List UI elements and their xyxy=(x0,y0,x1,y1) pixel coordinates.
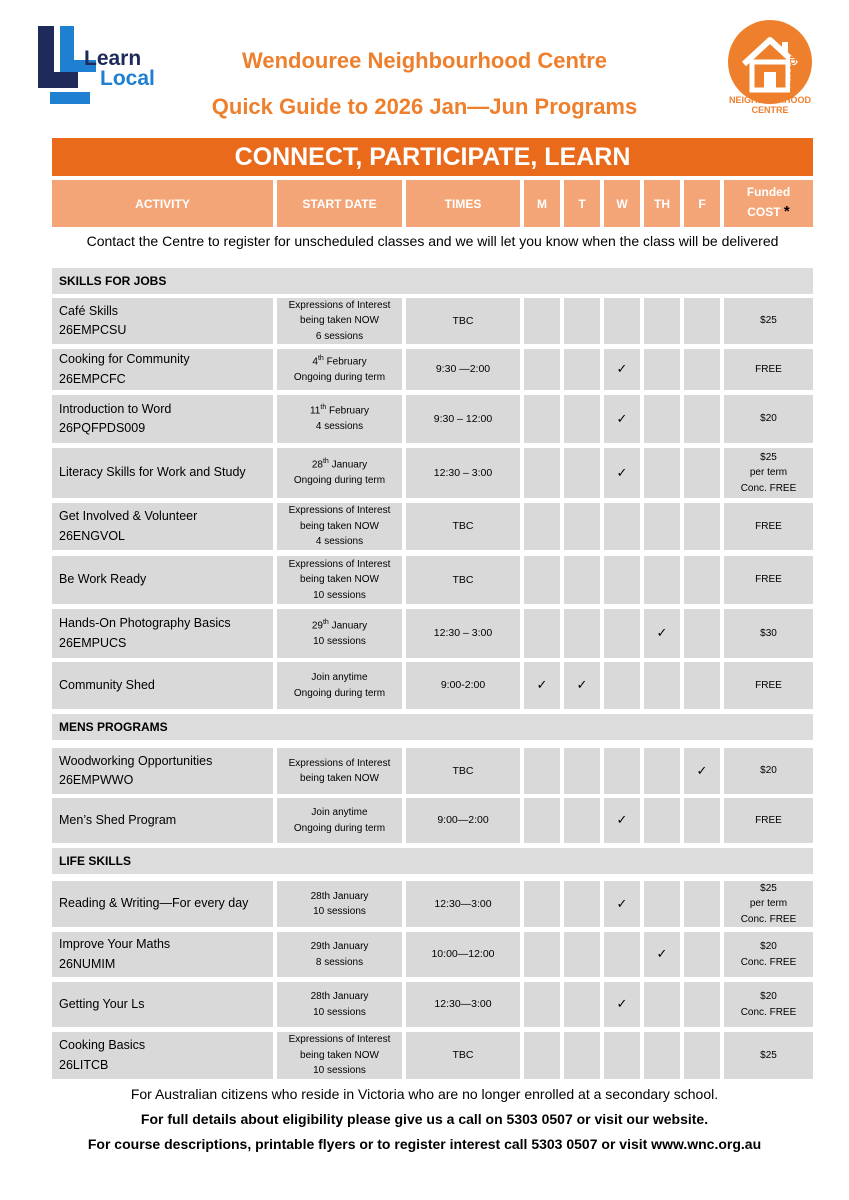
day-cell-th xyxy=(644,881,680,927)
register-note: Contact the Centre to register for unscheduled classes and we will let you know when the class will be delivered xyxy=(86,233,779,249)
day-cell-f xyxy=(684,662,720,709)
day-cell-f xyxy=(684,395,720,443)
start-date-line: Join anytime xyxy=(311,807,368,818)
day-cell-w xyxy=(604,556,640,604)
day-cell-t xyxy=(564,503,600,550)
cost-line: Conc. FREE xyxy=(740,913,797,925)
cost-line: $25 xyxy=(760,315,777,327)
cost-line: $25 xyxy=(760,882,777,894)
day-cell-t xyxy=(564,298,600,344)
day-cell-th xyxy=(644,932,680,977)
start-date-day: 28 xyxy=(311,459,323,471)
start-date-cell xyxy=(277,662,402,709)
section-header: LIFE SKILLS xyxy=(52,848,813,874)
cost-cell xyxy=(724,881,813,927)
day-cell-th xyxy=(644,503,680,550)
day-cell-t xyxy=(564,881,600,927)
day-cell-w xyxy=(604,1032,640,1079)
cost-line: Conc. FREE xyxy=(740,482,797,494)
day-cell-m xyxy=(524,881,560,927)
activity-code: 26LITCB xyxy=(59,1057,109,1072)
cost-cell xyxy=(724,448,813,498)
start-date-line: 4 sessions xyxy=(315,536,364,548)
start-date-line xyxy=(312,354,366,370)
start-date-cell xyxy=(277,503,402,550)
activity-code: 26PQFPDS009 xyxy=(59,421,146,435)
times-cell: 12:30—3:00 xyxy=(406,881,520,927)
cost-line: $25 xyxy=(760,451,777,463)
activity-name: Cooking for Community xyxy=(59,352,190,367)
cost-cell xyxy=(724,349,813,390)
cost-line: $25 xyxy=(760,1049,777,1061)
start-date-month: February xyxy=(326,405,370,417)
cost-line: $30 xyxy=(760,627,777,639)
start-date-line: 10 sessions xyxy=(313,1065,366,1077)
cost-cell xyxy=(724,503,813,550)
learn-local-text-learn: Learn xyxy=(84,47,142,70)
activity-code: 26EMPUCS xyxy=(59,635,127,650)
logo-text-neighbourhood: NEIGHBOURHOOD xyxy=(728,95,811,105)
activity-code: 26EMPWWO xyxy=(59,773,134,787)
start-date-line: Ongoing during term xyxy=(293,475,386,487)
checkmark-icon: ✓ xyxy=(576,677,588,693)
day-cell-w xyxy=(604,748,640,794)
start-date-day: 4 xyxy=(312,356,318,368)
start-date-line: Ongoing during term xyxy=(293,687,386,699)
day-cell-th xyxy=(644,298,680,344)
cost-cell xyxy=(724,932,813,977)
col-header-t: T xyxy=(564,180,600,227)
day-cell-w xyxy=(604,798,640,843)
cost-line: FREE xyxy=(755,814,782,826)
cost-cell xyxy=(724,798,813,843)
day-cell-w xyxy=(604,881,640,927)
day-cell-m xyxy=(524,982,560,1027)
start-date-cell xyxy=(277,1032,402,1079)
page-subtitle: Quick Guide to 2026 Jan—Jun Programs xyxy=(211,94,638,119)
start-date-month: January xyxy=(328,620,368,632)
activity-name: Literacy Skills for Work and Study xyxy=(59,465,246,480)
day-cell-w xyxy=(604,448,640,498)
start-date-line: 28th January xyxy=(310,991,369,1002)
activity-code: 26EMPCSU xyxy=(59,323,127,337)
start-date-cell xyxy=(277,298,402,344)
col-header-m: M xyxy=(524,180,560,227)
checkmark-icon: ✓ xyxy=(616,361,628,377)
activity-name: Men’s Shed Program xyxy=(59,812,177,827)
activity-cell xyxy=(52,556,273,604)
day-cell-t xyxy=(564,748,600,794)
activity-name: Cooking Basics xyxy=(59,1038,146,1053)
day-cell-m xyxy=(524,748,560,794)
cost-line: $20 xyxy=(760,991,777,1002)
cost-line: Conc. FREE xyxy=(740,956,797,968)
start-date-line xyxy=(312,618,367,634)
cost-cell xyxy=(724,748,813,794)
times-cell: TBC xyxy=(406,298,520,344)
cost-line: FREE xyxy=(755,679,782,691)
day-cell-t xyxy=(564,556,600,604)
day-cell-f xyxy=(684,748,720,794)
col-header-f: F xyxy=(684,180,720,227)
start-date-cell xyxy=(277,932,402,977)
day-cell-t xyxy=(564,448,600,498)
day-cell-t xyxy=(564,982,600,1027)
times-cell: 9:00-2:00 xyxy=(406,662,520,709)
day-cell-m xyxy=(524,349,560,390)
day-cell-f xyxy=(684,798,720,843)
banner: CONNECT, PARTICIPATE, LEARN xyxy=(52,138,813,176)
start-date-ordinal: th xyxy=(320,404,327,412)
start-date-cell xyxy=(277,881,402,927)
start-date-cell xyxy=(277,982,402,1027)
activity-cell xyxy=(52,503,273,550)
start-date-line: Expressions of Interest xyxy=(288,558,391,570)
activity-cell xyxy=(52,662,273,709)
page-header xyxy=(0,0,849,135)
day-cell-t xyxy=(564,1032,600,1079)
day-cell-t xyxy=(564,395,600,443)
cost-cell xyxy=(724,609,813,658)
checkmark-icon: ✓ xyxy=(536,677,548,693)
day-cell-f xyxy=(684,349,720,390)
footer-website: For course descriptions, printable flyers or to register interest call 5303 0507 or visit www.wnc.org.au xyxy=(87,1136,762,1152)
start-date-line xyxy=(312,457,367,473)
start-date-line: 8 sessions xyxy=(315,956,364,968)
activity-code: 26EMPCFC xyxy=(59,371,126,386)
start-date-ordinal: th xyxy=(317,354,324,362)
times-cell: TBC xyxy=(406,503,520,550)
day-cell-th xyxy=(644,395,680,443)
col-header-w: W xyxy=(604,180,640,227)
times-cell: 12:30 – 3:00 xyxy=(406,448,520,498)
start-date-line: Join anytime xyxy=(311,672,368,683)
times-cell: 12:30 – 3:00 xyxy=(406,609,520,658)
start-date-month: January xyxy=(328,459,368,471)
start-date-line: 4 sessions xyxy=(315,421,364,433)
activity-cell xyxy=(52,748,273,794)
activity-cell xyxy=(52,448,273,498)
checkmark-icon: ✓ xyxy=(616,895,628,911)
times-cell: TBC xyxy=(406,556,520,604)
cost-line: Conc. FREE xyxy=(740,1006,797,1018)
start-date-ordinal: th xyxy=(322,618,329,626)
start-date-cell xyxy=(277,349,402,390)
start-date-line: 10 sessions xyxy=(313,1006,366,1018)
col-header-activity: ACTIVITY xyxy=(52,180,273,227)
footer-contact: For full details about eligibility please give us a call on 5303 0507 or visit our website. xyxy=(140,1111,709,1127)
activity-name: Reading & Writing—For every day xyxy=(59,896,249,911)
learn-local-text-local: Local xyxy=(100,67,155,90)
start-date-line: Expressions of Interest xyxy=(288,1034,391,1046)
activity-cell xyxy=(52,609,273,658)
times-cell: 9:00—2:00 xyxy=(406,798,520,843)
cost-cell xyxy=(724,395,813,443)
activity-code: 26ENGVOL xyxy=(59,528,126,543)
day-cell-w xyxy=(604,349,640,390)
section-header: SKILLS FOR JOBS xyxy=(52,268,813,294)
cost-line: FREE xyxy=(755,520,782,532)
day-cell-m xyxy=(524,1032,560,1079)
start-date-line: 10 sessions xyxy=(313,635,366,647)
start-date-line: being taken NOW xyxy=(300,574,379,586)
day-cell-m xyxy=(524,798,560,843)
checkmark-icon: ✓ xyxy=(656,946,668,962)
checkmark-icon: ✓ xyxy=(616,410,628,426)
day-cell-w xyxy=(604,395,640,443)
start-date-cell xyxy=(277,448,402,498)
day-cell-m xyxy=(524,395,560,443)
activity-name: Community Shed xyxy=(59,677,155,692)
footer-eligibility: For Australian citizens who reside in Victoria who are no longer enrolled at a secondary school. xyxy=(130,1086,719,1102)
start-date-line: Expressions of Interest xyxy=(288,299,391,311)
start-date-line: 6 sessions xyxy=(315,330,364,342)
day-cell-f xyxy=(684,448,720,498)
cost-line: $20 xyxy=(760,765,777,777)
activity-cell xyxy=(52,395,273,443)
day-cell-f xyxy=(684,556,720,604)
start-date-cell xyxy=(277,609,402,658)
cost-cell xyxy=(724,1032,813,1079)
day-cell-m xyxy=(524,609,560,658)
checkmark-icon: ✓ xyxy=(616,464,628,480)
start-date-cell xyxy=(277,748,402,794)
day-cell-m xyxy=(524,448,560,498)
day-cell-w xyxy=(604,982,640,1027)
col-header-times: TIMES xyxy=(406,180,520,227)
start-date-line: Expressions of Interest xyxy=(288,757,391,769)
activity-cell xyxy=(52,298,273,344)
day-cell-th xyxy=(644,798,680,843)
cost-cell xyxy=(724,298,813,344)
start-date-day: 29 xyxy=(311,620,323,632)
checkmark-icon: ✓ xyxy=(616,812,628,828)
activity-cell xyxy=(52,881,273,927)
times-cell: TBC xyxy=(406,1032,520,1079)
cost-cell xyxy=(724,662,813,709)
start-date-line: being taken NOW xyxy=(300,1049,379,1061)
activity-code: 26NUMIM xyxy=(59,956,116,971)
activity-name: Café Skills xyxy=(59,303,119,318)
activity-name: Getting Your Ls xyxy=(59,996,145,1011)
logo-text-centre: CENTRE xyxy=(751,105,789,115)
day-cell-f xyxy=(684,1032,720,1079)
start-date-line: Ongoing during term xyxy=(293,822,386,834)
day-cell-m xyxy=(524,662,560,709)
activity-name: Be Work Ready xyxy=(59,572,147,587)
times-cell: TBC xyxy=(406,748,520,794)
times-cell: 12:30—3:00 xyxy=(406,982,520,1027)
start-date-cell xyxy=(277,395,402,443)
day-cell-m xyxy=(524,556,560,604)
times-cell: 10:00—12:00 xyxy=(406,932,520,977)
activity-cell xyxy=(52,798,273,843)
cost-line: $20 xyxy=(760,941,777,952)
col-header-cost xyxy=(724,180,813,227)
day-cell-th xyxy=(644,448,680,498)
day-cell-f xyxy=(684,298,720,344)
day-cell-t xyxy=(564,609,600,658)
day-cell-w xyxy=(604,298,640,344)
start-date-line: being taken NOW xyxy=(300,520,379,532)
day-cell-t xyxy=(564,662,600,709)
activity-name: Improve Your Maths xyxy=(59,937,171,952)
start-date-line: 29th January xyxy=(310,941,369,952)
cost-line: $20 xyxy=(760,413,777,425)
start-date-line: being taken NOW xyxy=(300,773,379,784)
day-cell-w xyxy=(604,932,640,977)
day-cell-th xyxy=(644,556,680,604)
col-header-th: TH xyxy=(644,180,680,227)
start-date-line: 10 sessions xyxy=(313,906,366,917)
start-date-ordinal: th xyxy=(322,458,329,466)
cost-line: per term xyxy=(749,467,788,479)
day-cell-w xyxy=(604,662,640,709)
start-date-month: February xyxy=(323,356,367,368)
cost-cell xyxy=(724,556,813,604)
cost-header-line1: Funded xyxy=(746,185,791,200)
cost-header-label: COST xyxy=(747,205,781,220)
start-date-line xyxy=(310,403,369,419)
start-date-line: Ongoing during term xyxy=(293,371,386,383)
day-cell-t xyxy=(564,349,600,390)
start-date-line: being taken NOW xyxy=(300,315,379,327)
start-date-day: 11 xyxy=(309,405,321,417)
cost-cell xyxy=(724,982,813,1027)
section-header: MENS PROGRAMS xyxy=(52,714,813,740)
activity-cell xyxy=(52,349,273,390)
cost-line: per term xyxy=(749,898,788,910)
times-cell: 9:30 —2:00 xyxy=(406,349,520,390)
cost-line: FREE xyxy=(755,363,782,375)
day-cell-f xyxy=(684,503,720,550)
day-cell-f xyxy=(684,982,720,1027)
start-date-cell xyxy=(277,556,402,604)
activity-name: Introduction to Word xyxy=(59,401,172,416)
activity-name: Get Involved & Volunteer xyxy=(59,509,198,524)
activity-cell xyxy=(52,1032,273,1079)
day-cell-th xyxy=(644,1032,680,1079)
day-cell-th xyxy=(644,982,680,1027)
day-cell-th xyxy=(644,349,680,390)
page-title: Wendouree Neighbourhood Centre xyxy=(241,48,608,73)
day-cell-w xyxy=(604,503,640,550)
day-cell-th xyxy=(644,609,680,658)
start-date-line: 10 sessions xyxy=(313,589,366,601)
day-cell-f xyxy=(684,881,720,927)
activity-cell xyxy=(52,982,273,1027)
times-cell: 9:30 – 12:00 xyxy=(406,395,520,443)
activity-name: Woodworking Opportunities xyxy=(59,753,213,768)
start-date-cell xyxy=(277,798,402,843)
day-cell-t xyxy=(564,798,600,843)
day-cell-m xyxy=(524,932,560,977)
day-cell-t xyxy=(564,932,600,977)
checkmark-icon: ✓ xyxy=(616,996,628,1012)
day-cell-f xyxy=(684,932,720,977)
checkmark-icon: ✓ xyxy=(696,762,708,778)
cost-asterisk: * xyxy=(783,203,790,221)
col-header-start-date: START DATE xyxy=(277,180,402,227)
checkmark-icon: ✓ xyxy=(656,625,668,641)
cost-header-line2 xyxy=(747,201,790,224)
start-date-line: 28th January xyxy=(310,890,369,902)
day-cell-th xyxy=(644,748,680,794)
day-cell-w xyxy=(604,609,640,658)
day-cell-m xyxy=(524,298,560,344)
logo-text-wendouree: WENDOUREE xyxy=(788,40,797,93)
day-cell-m xyxy=(524,503,560,550)
day-cell-f xyxy=(684,609,720,658)
day-cell-th xyxy=(644,662,680,709)
activity-cell xyxy=(52,932,273,977)
start-date-line: Expressions of Interest xyxy=(288,505,391,517)
activity-name: Hands-On Photography Basics xyxy=(59,616,231,631)
cost-line: FREE xyxy=(755,574,782,586)
